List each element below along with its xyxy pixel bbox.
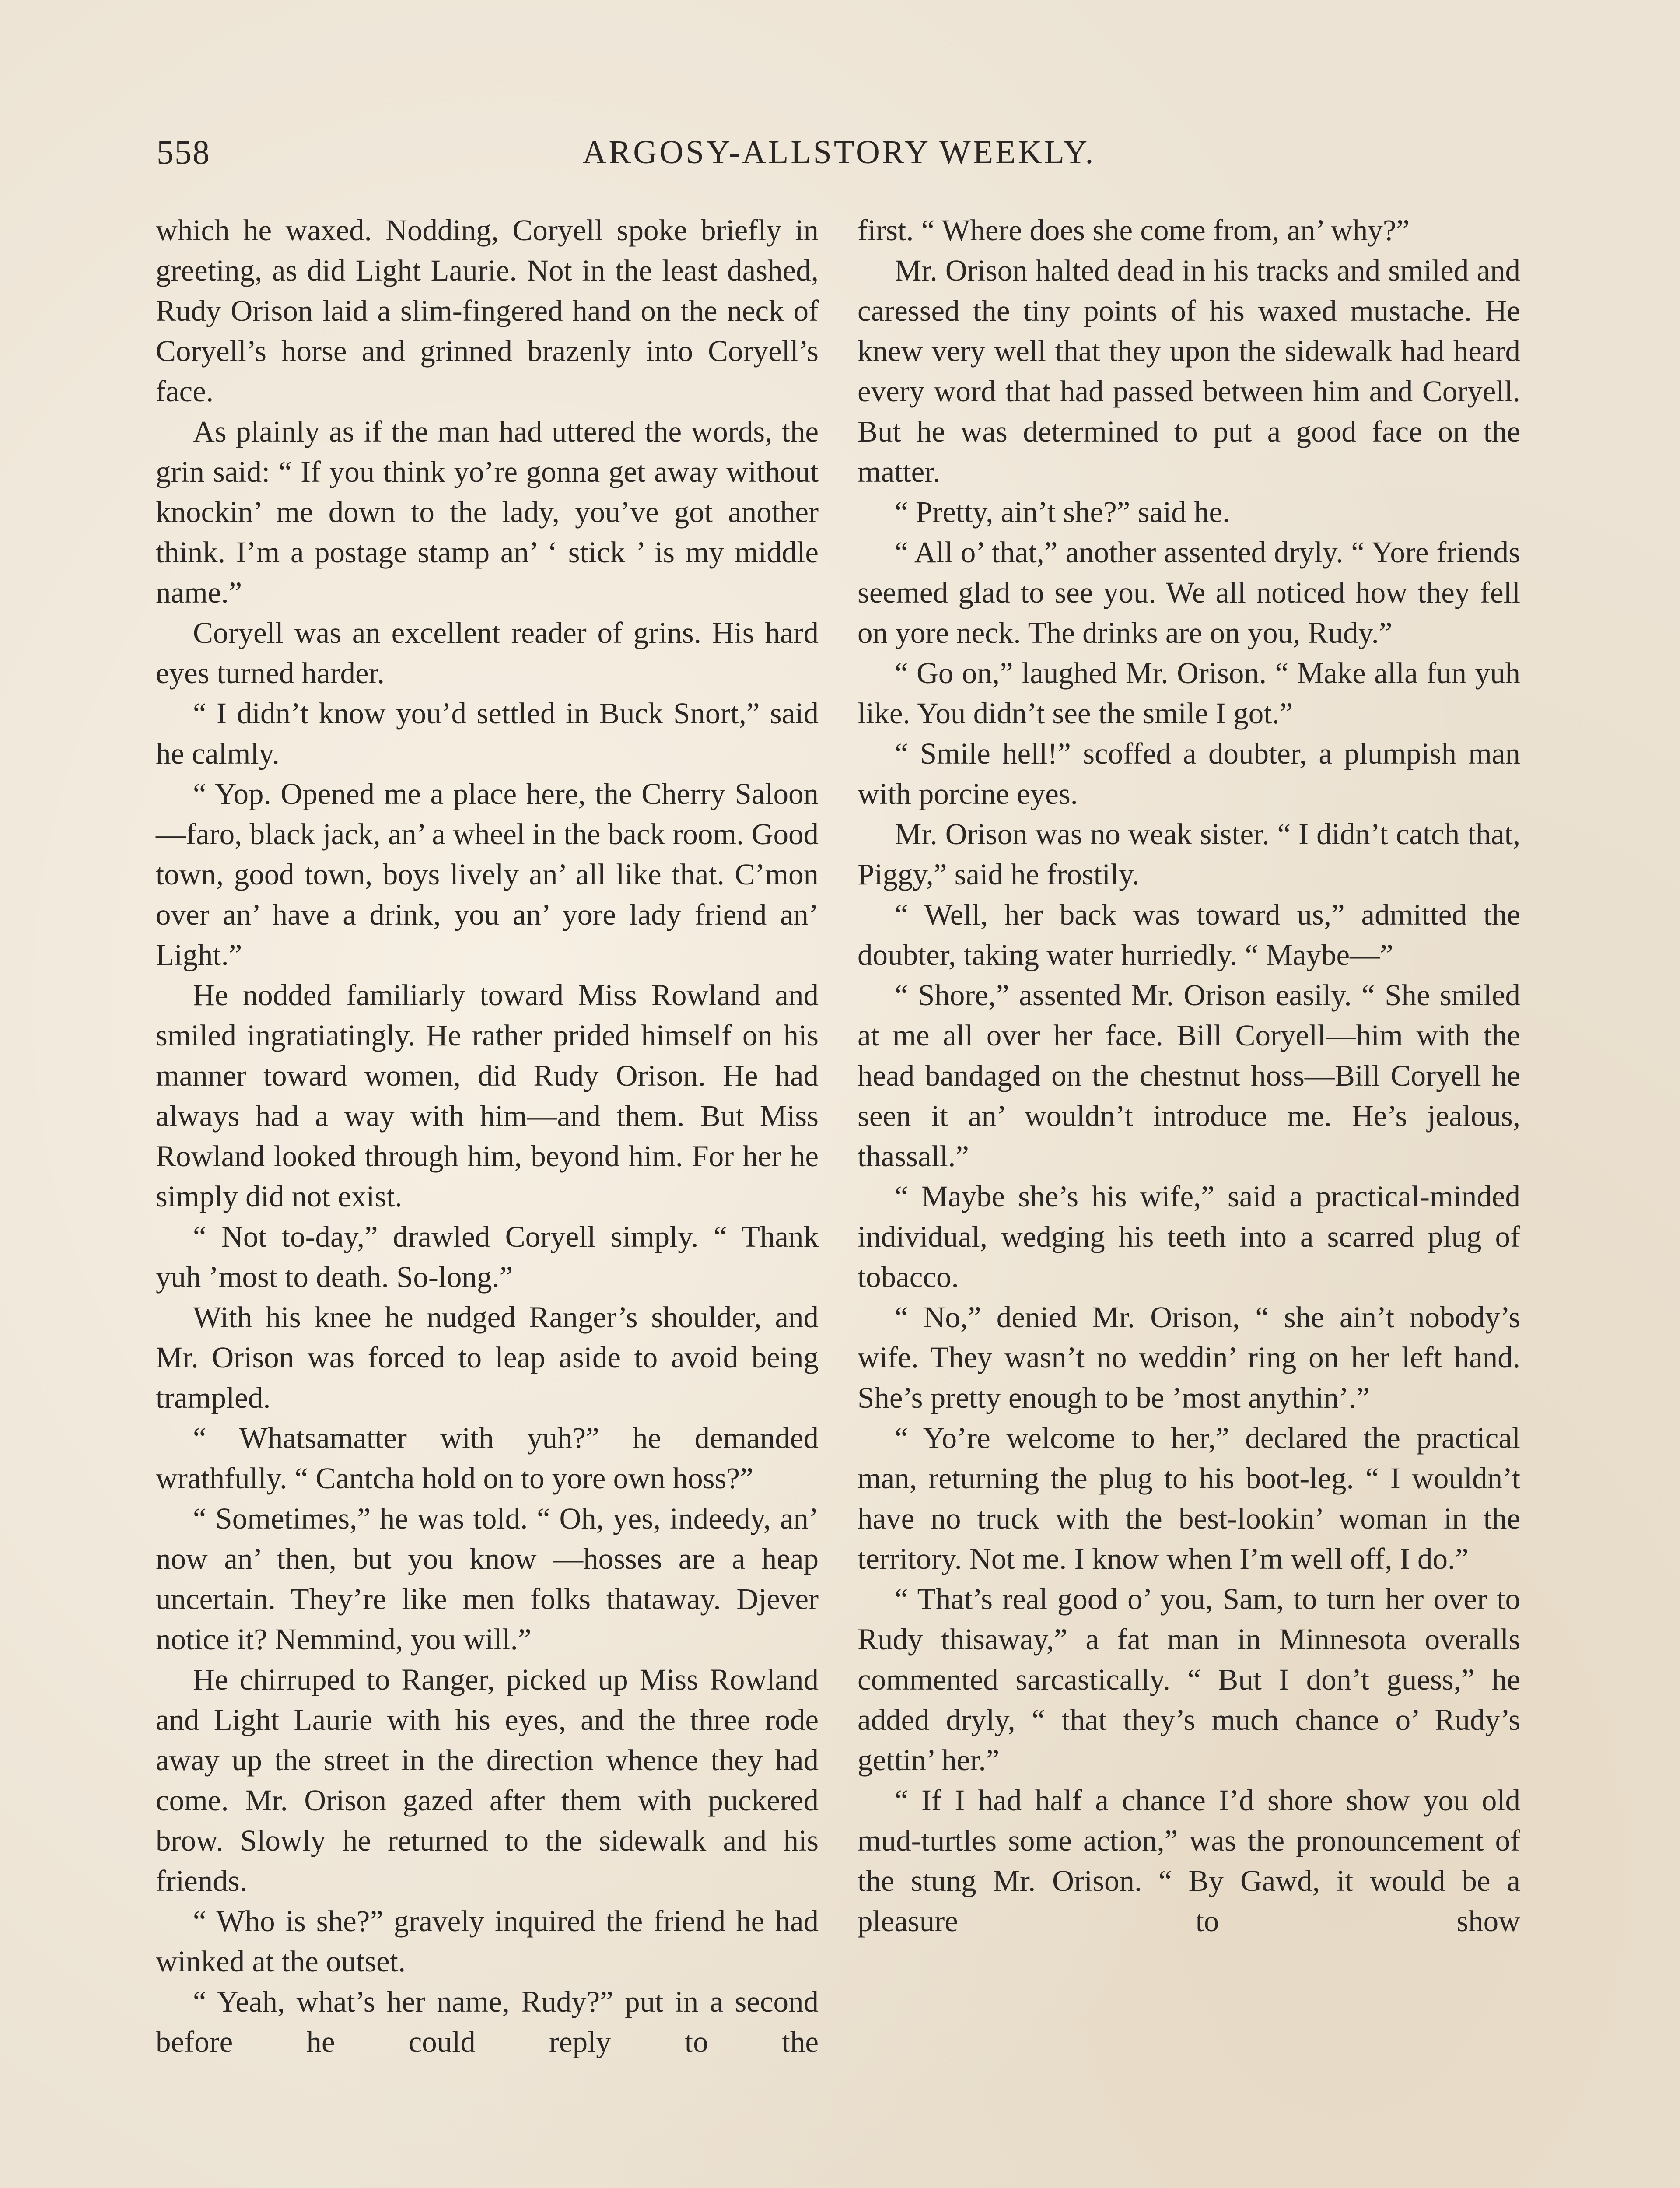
paragraph: With his knee he nudged Ranger’s shoulder, and Mr. Orison was forced to leap aside to avoid being trampled. — [156, 1301, 819, 1414]
paragraph: “ Who is she?” gravely inquired the friend he had winked at the outset. — [156, 1904, 819, 1978]
paragraph: Coryell was an excellent reader of grins. His hard eyes turned harder. — [156, 616, 819, 690]
paragraph: “ Yeah, what’s her name, Rudy?” put in a second before he could reply to the — [156, 1985, 819, 2058]
paragraph: first. “ Where does she come from, an’ why?” — [858, 214, 1410, 247]
paragraph: “ Not to-day,” drawled Coryell simply. “ Thank yuh ’most to death. So-long.” — [156, 1220, 819, 1294]
paragraph: “ Pretty, ain’t she?” said he. — [895, 495, 1230, 529]
paragraph: “ Sometimes,” he was told. “ Oh, yes, indeedy, an’ now an’ then, but you know —hosses are a heap uncertain. They’re like men folks thataway. Djever notice it? Nemmind, you will.” — [156, 1502, 819, 1656]
paragraph: Mr. Orison halted dead in his tracks and smiled and caressed the tiny points of his waxed mustache. He knew very well that they upon the sidewalk had heard every word that had passed between him and Coryell. But he was determined to put a good face on the matter. — [858, 254, 1520, 488]
paragraph: “ Whatsamatter with yuh?” he demanded wrathfully. “ Cantcha hold on to yore own hoss?” — [156, 1421, 819, 1495]
paragraph: “ No,” denied Mr. Orison, “ she ain’t nobody’s wife. They wasn’t no weddin’ ring on her left hand. She’s pretty enough to be ’most anythin’.” — [858, 1301, 1520, 1414]
left-column — [156, 210, 819, 2062]
page-header — [157, 130, 1522, 179]
paragraph: “ Well, her back was toward us,” admitted the doubter, taking water hurriedly. “ Maybe—” — [858, 898, 1520, 971]
paragraph: “ I didn’t know you’d settled in Buck Snort,” said he calmly. — [156, 697, 819, 770]
paragraph: “ Shore,” assented Mr. Orison easily. “ She smiled at me all over her face. Bill Coryell—him with the head bandaged on the chestnut hoss—Bill Coryell he seen it an’ wouldn’t introduce me. He’s jealous, thassall.” — [858, 978, 1520, 1173]
paragraph: As plainly as if the man had uttered the words, the grin said: “ If you think yo’re gonna get away without knockin’ me down to the lady, you’ve got another think. I’m a postage stamp an’ ‘ stick ’ is my middle name.” — [156, 415, 819, 609]
paragraph: He nodded familiarly toward Miss Rowland and smiled ingratiatingly. He rather prided himself on his manner toward women, did Rudy Orison. He had always had a way with him—and them. But Miss Rowland looked through him, beyond him. For her he simply did not exist. — [156, 978, 819, 1213]
paragraph: “ That’s real good o’ you, Sam, to turn her over to Rudy thisaway,” a fat man in Minnesota overalls commented sarcastically. “ But I don’t guess,” he added dryly, “ that they’s much chance o’ Rudy’s gettin’ her.” — [858, 1582, 1520, 1777]
paragraph: Mr. Orison was no weak sister. “ I didn’t catch that, Piggy,” said he frostily. — [858, 817, 1520, 891]
paragraph: which he waxed. Nodding, Coryell spoke briefly in greeting, as did Light Laurie. Not in the least dashed, Rudy Orison laid a slim-fingered hand on the neck of Coryell’s horse and grinned brazenly into Coryell’s face. — [156, 214, 819, 408]
paragraph: “ Maybe she’s his wife,” said a practical-minded individual, wedging his teeth into a scarred plug of tobacco. — [858, 1180, 1520, 1294]
paragraph: “ Yo’re welcome to her,” declared the practical man, returning the plug to his boot-leg. “ I wouldn’t have no truck with the best-lookin’ woman in the territory. Not me. I know when I’m well off, I do.” — [858, 1421, 1520, 1575]
running-title: ARGOSY-ALLSTORY WEEKLY. — [582, 134, 1096, 171]
paragraph: He chirruped to Ranger, picked up Miss Rowland and Light Laurie with his eyes, and the three rode away up the street in the direction whence they had come. Mr. Orison gazed after them with puckered brow. Slowly he returned to the sidewalk and his friends. — [156, 1663, 819, 1897]
right-column — [858, 210, 1520, 1941]
paragraph: “ Go on,” laughed Mr. Orison. “ Make alla fun yuh like. You didn’t see the smile I got.” — [858, 656, 1520, 730]
page-number: 558 — [157, 133, 210, 171]
paragraph: “ All o’ that,” another assented dryly. “ Yore friends seemed glad to see you. We all noticed how they fell on yore neck. The drinks are on you, Rudy.” — [858, 536, 1520, 649]
paragraph: “ Smile hell!” scoffed a doubter, a plumpish man with porcine eyes. — [858, 737, 1520, 810]
paragraph: “ If I had half a chance I’d shore show you old mud-turtles some action,” was the pronouncement of the stung Mr. Orison. “ By Gawd, it would be a pleasure to show — [858, 1784, 1520, 1938]
paragraph: “ Yop. Opened me a place here, the Cherry Saloon—faro, black jack, an’ a wheel in the back room. Good town, good town, boys lively an’ all like that. C’mon over an’ have a drink, you an’ yore lady friend an’ Light.” — [156, 777, 819, 971]
